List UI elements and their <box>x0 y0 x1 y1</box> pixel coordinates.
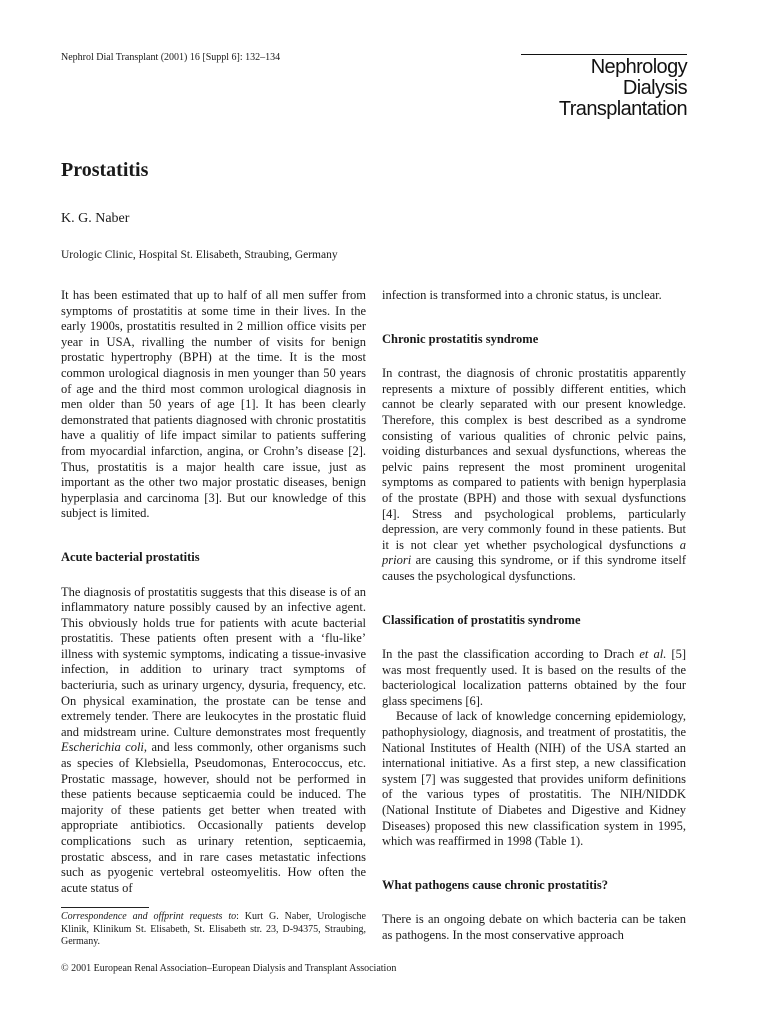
chronic-text-1: In contrast, the diagnosis of chronic prostatitis apparently represents a mixture of possibly different entities, which cannot be clearly separated with our present knowledge. Therefore, this complex is best described as a syndrome consisting of various qualities of chronic pelvic pains, voiding disturbances and sexual dysfunctions, whereas the pelvic pains represent the most prominent urogenital symptoms as compared to patients with benign hyperplasia of the prostate (BPH) and those with sexual dysfunctions [4]. Stress and psychological problems, particularly depression, are very commonly found in these patients. But it is not clear yet whether psychological dysfunctions <box>382 366 686 552</box>
chronic-text-2: are causing this syndrome, or if this syndrome itself causes the psychological dysfunctions. <box>382 553 686 583</box>
acute-text-2: , and less commonly, other organisms such as species of Klebsiella, Pseudomonas, Enterococcus, etc. Prostatic massage, however, should not be performed in these patients because septicaemia could be induced. The majority of these patients get better when treated with appropriate antibiotics. Occasionally patients develop complications such as urinary retention, septicaemia, prostatic abscess, and in rare cases metastatic infections such as pyogenic vertebral osteomyelitis. How often the acute status of <box>61 740 366 895</box>
footnote-rule <box>61 907 149 908</box>
article-title: Prostatitis <box>61 159 149 181</box>
section-heading-classification: Classification of prostatitis syndrome <box>382 612 581 627</box>
left-column <box>61 288 366 896</box>
correspondence-footnote <box>61 911 366 949</box>
journal-name-line-1: Nephrology <box>590 56 687 78</box>
classification-paragraph-2: Because of lack of knowledge concerning epidemiology, pathophysiology, diagnosis, and treatment of prostatitis, the National Institutes of Health (NIH) of the USA started an international initiative. As a first step, a new classification system [7] was suggested that provides uniform definitions of the various types of prostatitis. The NIH/NIDDK (National Institute of Diabetes and Digestive and Kidney Diseases) proposed this new classification system in 1995, which was reaffirmed in 1998 (Table 1). <box>382 709 686 849</box>
section-heading-pathogens: What pathogens cause chronic prostatitis? <box>382 877 608 892</box>
acute-text-1: The diagnosis of prostatitis suggests that this disease is of an inflammatory nature possibly caused by an infective agent. This obviously holds true for patients with acute bacterial prostatitis. These patients often present with a ‘flu-like’ illness with systemic symptoms, indicating a tissue-invasive infection, in addition to urinary tract symptoms of bacteriuria, such as urinary urgency, dysuria, frequency, etc. On physical examination, the prostate can be tense and extremely tender. There are leukocytes in the prostatic fluid and midstream urine. Culture demonstrates most frequently <box>61 584 366 739</box>
pathogens-paragraph: There is an ongoing debate on which bacteria can be taken as pathogens. In the most conservative approach <box>382 912 686 942</box>
chronic-paragraph <box>382 366 686 584</box>
journal-rule <box>521 54 687 55</box>
classification-paragraph-1 <box>382 647 686 709</box>
acute-italic-organism: Escherichia coli <box>61 740 144 755</box>
journal-citation: Nephrol Dial Transplant (2001) 16 [Suppl 6]: 132–134 <box>61 52 281 63</box>
footnote-label: Correspondence and offprint requests to <box>61 911 237 922</box>
journal-name-line-2: Dialysis <box>622 77 687 99</box>
chronic-italic: a priori <box>382 537 686 568</box>
class-italic: et al. <box>639 647 667 662</box>
right-column <box>382 288 686 944</box>
section-heading-chronic: Chronic prostatitis syndrome <box>382 331 539 346</box>
footnote-text: : Kurt G. Naber, Urologische Klinik, Klinikum St. Elisabeth, St. Elisabeth str. 23, D-94375, Straubing, Germany. <box>61 911 366 947</box>
journal-name-line-3: Transplantation <box>558 98 687 120</box>
continuation-paragraph: infection is transformed into a chronic status, is unclear. <box>382 288 662 302</box>
class-text-1: In the past the classification according to Drach <box>382 647 640 662</box>
class-text-2: [5] was most frequently used. It is based on the results of the bacteriological localization patterns obtained by the four glass specimens [6]. <box>382 647 687 708</box>
acute-paragraph <box>61 585 366 897</box>
journal-logo <box>521 57 687 120</box>
article-author: K. G. Naber <box>61 211 130 226</box>
section-heading-acute: Acute bacterial prostatitis <box>61 549 200 564</box>
copyright-notice: © 2001 European Renal Association–European Dialysis and Transplant Association <box>61 963 397 974</box>
intro-paragraph: It has been estimated that up to half of all men suffer from symptoms of prostatitis at some time in their lives. In the early 1900s, prostatitis resulted in 2 million office visits per year in USA, rivalling the number of visits for benign prostatic hypertrophy (BPH) at the time. It is the most common urological diagnosis in men younger than 50 years of age and the third most common urological diagnosis in men older than 50 years of age [1]. It has been clearly demonstrated that patients diagnosed with chronic prostatitis have a qualitiy of life impact similar to patients suffering from myocardial infarction, angina, or Crohn’s disease [2]. Thus, prostatitis is a major health care issue, just as important as the other two major prostatic diseases, benign hyperplasia and carcinoma [3]. But our knowledge of this subject is limited. <box>61 288 366 521</box>
author-affiliation: Urologic Clinic, Hospital St. Elisabeth, Straubing, Germany <box>61 249 338 261</box>
